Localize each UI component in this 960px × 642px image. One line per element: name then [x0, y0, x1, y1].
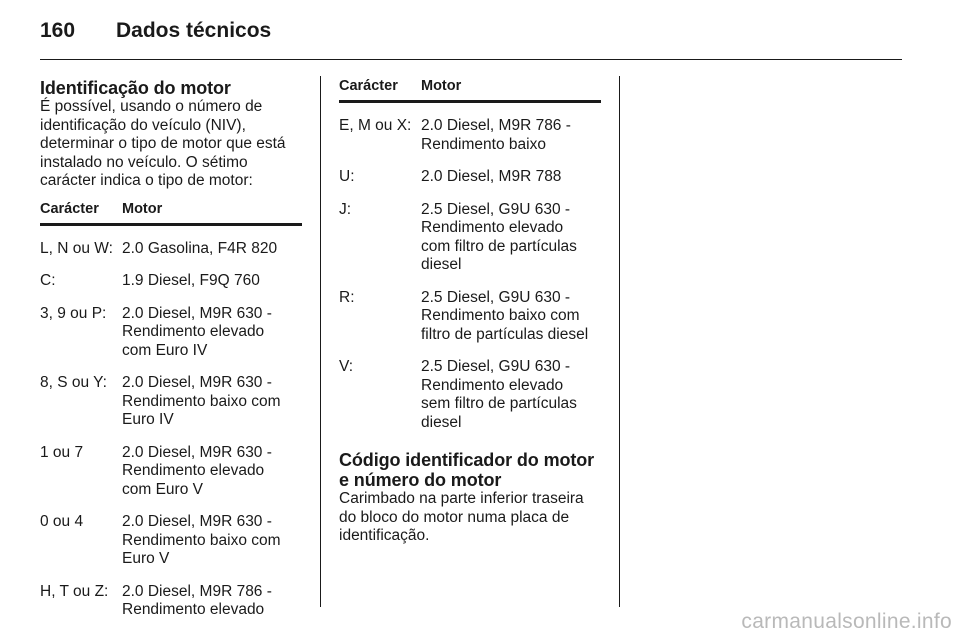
page-number: 160 — [40, 19, 76, 42]
watermark: carmanualsonline.info — [741, 610, 952, 633]
table-row — [40, 583, 302, 634]
engine-cell: 2.0 Diesel, M9R 630 - Rendimento baixo com Euro IV — [122, 374, 281, 428]
engine-code-section — [339, 450, 604, 546]
table-row — [339, 358, 601, 446]
header-rule — [40, 59, 902, 60]
character-cell: C: — [40, 272, 56, 289]
table-row — [40, 444, 302, 514]
column-divider-left — [320, 76, 321, 607]
section-body-engine-code: Carimbado na parte inferior traseira do bloco do motor numa placa de identificação. — [339, 490, 584, 544]
engine-cell: 2.5 Diesel, G9U 630 - Rendimento baixo com filtro de partículas diesel — [421, 288, 589, 343]
engine-cell: 2.0 Diesel, M9R 786 - Rendimento elevado — [122, 582, 272, 618]
table-row — [40, 305, 302, 375]
engine-cell: 2.0 Diesel, M9R 788 — [421, 168, 562, 185]
table-row — [339, 201, 601, 289]
character-cell: H, T ou Z: — [40, 582, 109, 600]
table-row — [339, 168, 601, 201]
engine-code-table-2 — [339, 78, 601, 446]
column-header-character: Carácter — [40, 201, 122, 225]
page-header — [40, 19, 271, 43]
engine-cell: 2.0 Diesel, M9R 630 - Rendimento elevado com Euro IV — [122, 304, 272, 359]
table-header-row — [40, 201, 302, 225]
engine-cell: 2.0 Diesel, M9R 786 - Rendimento baixo — [421, 117, 571, 153]
engine-cell: 2.0 Diesel, M9R 630 - Rendimento baixo com Euro V — [122, 513, 281, 567]
table-row — [40, 513, 302, 583]
table-row — [339, 289, 601, 359]
engine-cell: 2.0 Gasolina, F4R 820 — [122, 239, 278, 257]
engine-cell: 2.5 Diesel, G9U 630 - Rendimento elevado sem filtro de partículas diesel — [421, 358, 577, 431]
page-title: Dados técnicos — [116, 19, 272, 42]
table-header-row — [339, 78, 601, 102]
character-cell: R: — [339, 288, 355, 306]
character-cell: J: — [339, 200, 352, 218]
engine-cell: 2.0 Diesel, M9R 630 - Rendimento elevado com Euro V — [122, 443, 272, 498]
table-row — [40, 374, 302, 444]
character-cell: E, M ou X: — [339, 117, 412, 134]
engine-cell: 2.5 Diesel, G9U 630 - Rendimento elevado com filtro de partículas diesel — [421, 200, 577, 273]
character-cell: 8, S ou Y: — [40, 374, 107, 391]
character-cell: 3, 9 ou P: — [40, 304, 107, 322]
section-body-engine-identification: É possível, usando o número de identificação do veículo (NIV), determinar o tipo de motor que está instalado no veículo. O sétimo carácter indica o tipo de motor: — [40, 98, 286, 189]
engine-cell: 1.9 Diesel, F9Q 760 — [122, 272, 260, 289]
table-row — [339, 102, 601, 169]
middle-column — [339, 78, 604, 546]
column-divider-right — [619, 76, 620, 607]
section-heading-engine-code: Código identificador do motor e número do motor — [339, 450, 595, 490]
table-row — [40, 272, 302, 305]
column-header-character: Carácter — [339, 78, 421, 102]
character-cell: L, N ou W: — [40, 239, 113, 257]
character-cell: U: — [339, 168, 355, 185]
section-heading-engine-identification: Identificação do motor — [40, 78, 231, 98]
character-cell: 1 ou 7 — [40, 443, 84, 461]
character-cell: V: — [339, 358, 354, 375]
column-header-engine: Motor — [122, 201, 302, 225]
column-header-engine: Motor — [421, 78, 601, 102]
left-column — [40, 78, 305, 634]
character-cell: 0 ou 4 — [40, 513, 84, 530]
table-row — [40, 224, 302, 272]
engine-code-table-1 — [40, 201, 302, 634]
